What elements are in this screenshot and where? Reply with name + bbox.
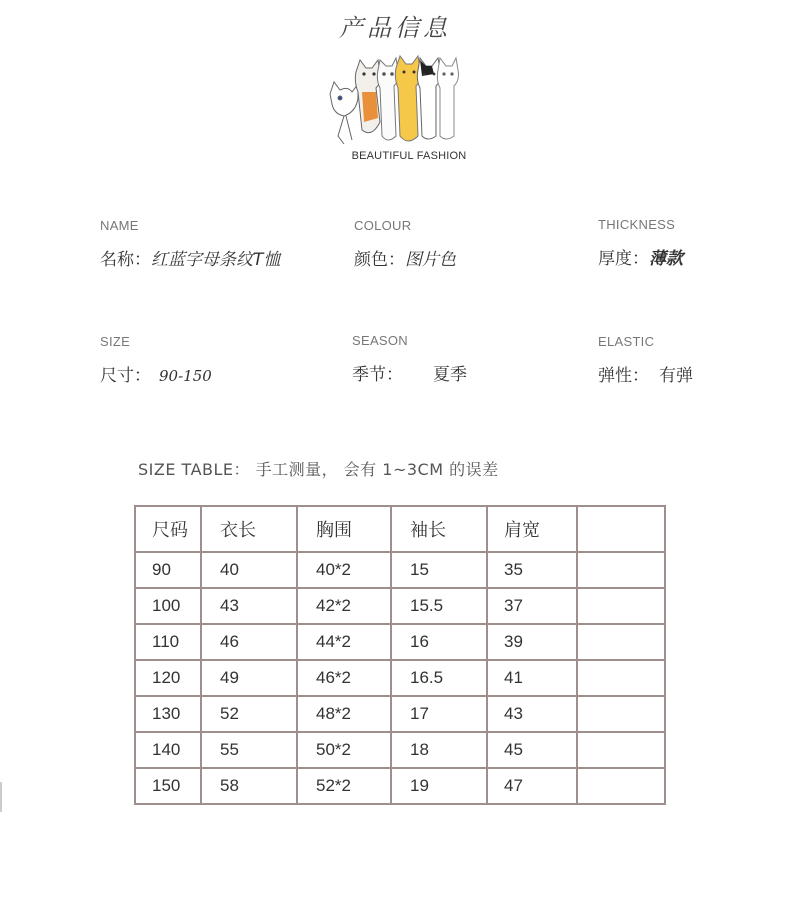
header-shoulder: 肩宽 xyxy=(487,506,577,552)
cell-sleeve: 15.5 xyxy=(391,588,487,624)
cell-chest: 50*2 xyxy=(297,732,391,768)
cell-sleeve: 19 xyxy=(391,768,487,804)
edge-divider xyxy=(0,782,2,812)
cell-size: 150 xyxy=(135,768,201,804)
table-row xyxy=(135,624,665,660)
cell-length: 46 xyxy=(201,624,297,660)
cell-chest: 46*2 xyxy=(297,660,391,696)
cell-sleeve: 16.5 xyxy=(391,660,487,696)
info-colour xyxy=(354,218,456,270)
cell-size: 110 xyxy=(135,624,201,660)
cell-extra xyxy=(577,624,665,660)
cell-extra xyxy=(577,768,665,804)
elastic-label-cn: 弹性： xyxy=(598,366,649,386)
header-length: 衣长 xyxy=(201,506,297,552)
cell-length: 58 xyxy=(201,768,297,804)
size-label-en: SIZE xyxy=(100,334,131,349)
season-value: 夏季 xyxy=(433,365,467,385)
cell-sleeve: 16 xyxy=(391,624,487,660)
size-table-title: SIZE TABLE： 手工测量， 会有 1~3CM 的误差 xyxy=(138,460,499,479)
cell-shoulder: 41 xyxy=(487,660,577,696)
cell-shoulder: 45 xyxy=(487,732,577,768)
info-thickness xyxy=(598,217,683,269)
name-label-en: NAME xyxy=(100,218,139,233)
cell-extra xyxy=(577,552,665,588)
cell-chest: 40*2 xyxy=(297,552,391,588)
cell-shoulder: 39 xyxy=(487,624,577,660)
elastic-value: 有弹 xyxy=(659,366,693,386)
cell-extra xyxy=(577,732,665,768)
table-row xyxy=(135,552,665,588)
cell-sleeve: 17 xyxy=(391,696,487,732)
size-table xyxy=(134,505,666,805)
cell-shoulder: 47 xyxy=(487,768,577,804)
cell-shoulder: 43 xyxy=(487,696,577,732)
colour-label-cn: 颜色： xyxy=(354,250,405,270)
cell-sleeve: 18 xyxy=(391,732,487,768)
info-size xyxy=(100,334,212,386)
season-label-cn: 季节： xyxy=(352,365,403,385)
page-title: 产品信息 xyxy=(339,14,451,42)
elastic-label-en: ELASTIC xyxy=(598,334,655,349)
thickness-value: 薄款 xyxy=(649,249,683,269)
cell-chest: 44*2 xyxy=(297,624,391,660)
info-name xyxy=(100,218,280,270)
cell-length: 52 xyxy=(201,696,297,732)
cell-length: 43 xyxy=(201,588,297,624)
cell-chest: 42*2 xyxy=(297,588,391,624)
name-label-cn: 名称： xyxy=(100,250,151,270)
size-label-cn: 尺寸： xyxy=(100,366,151,386)
cell-size: 90 xyxy=(135,552,201,588)
table-header-row xyxy=(135,506,665,552)
table-row xyxy=(135,696,665,732)
size-value: 90-150 xyxy=(159,367,212,385)
cell-length: 55 xyxy=(201,732,297,768)
cell-chest: 52*2 xyxy=(297,768,391,804)
cell-size: 140 xyxy=(135,732,201,768)
cell-length: 40 xyxy=(201,552,297,588)
info-elastic xyxy=(598,334,693,386)
thickness-label-en: THICKNESS xyxy=(598,217,676,232)
cell-extra xyxy=(577,660,665,696)
header-chest: 胸围 xyxy=(297,506,391,552)
cell-shoulder: 37 xyxy=(487,588,577,624)
cell-shoulder: 35 xyxy=(487,552,577,588)
cell-size: 130 xyxy=(135,696,201,732)
colour-value: 图片色 xyxy=(405,250,456,270)
cell-chest: 48*2 xyxy=(297,696,391,732)
colour-label-en: COLOUR xyxy=(354,218,412,233)
name-value: 红蓝字母条纹T恤 xyxy=(151,250,281,270)
header-sleeve: 袖长 xyxy=(391,506,487,552)
header-extra xyxy=(577,506,665,552)
cell-sleeve: 15 xyxy=(391,552,487,588)
cell-extra xyxy=(577,696,665,732)
logo-text: BEAUTIFUL FASHION xyxy=(351,150,467,162)
cell-size: 100 xyxy=(135,588,201,624)
cell-size: 120 xyxy=(135,660,201,696)
table-row xyxy=(135,660,665,696)
header-size: 尺码 xyxy=(135,506,201,552)
table-row xyxy=(135,768,665,804)
cell-length: 49 xyxy=(201,660,297,696)
table-row xyxy=(135,732,665,768)
info-season xyxy=(352,333,467,385)
season-label-en: SEASON xyxy=(352,333,408,348)
table-row xyxy=(135,588,665,624)
cell-extra xyxy=(577,588,665,624)
thickness-label-cn: 厚度： xyxy=(598,249,649,269)
